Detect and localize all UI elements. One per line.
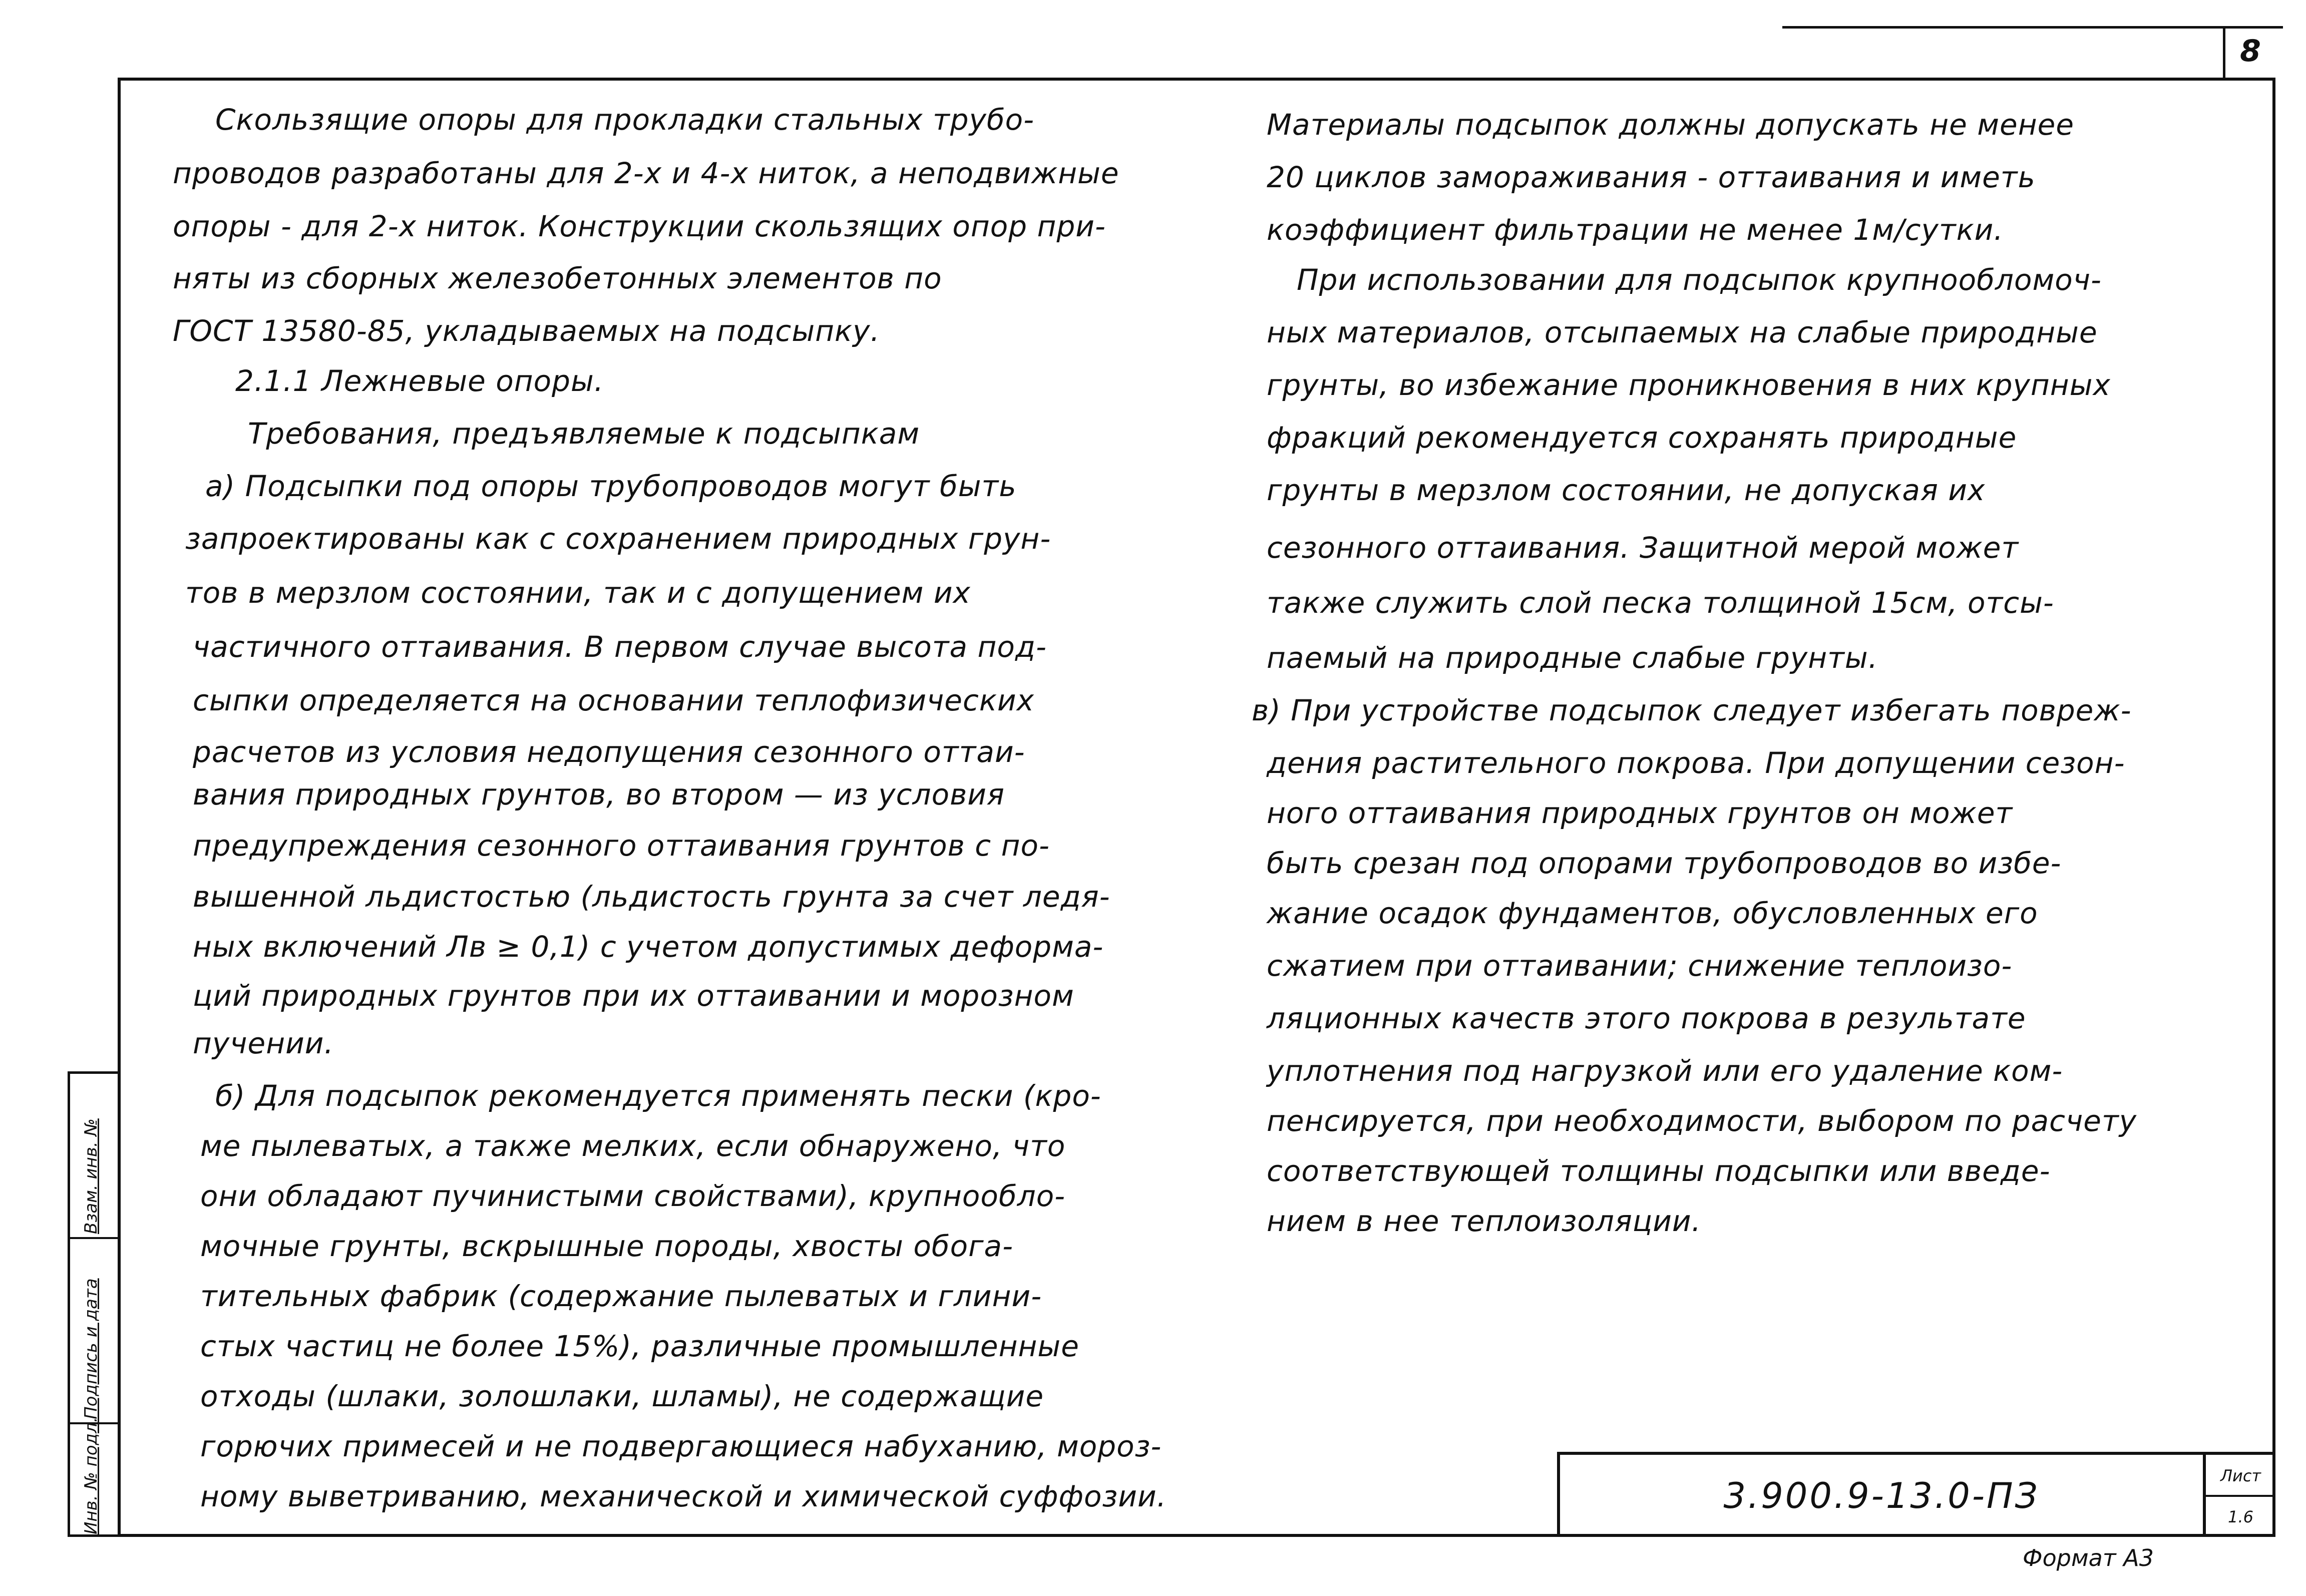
left-line: Требования, предъявляемые к подсыпкам xyxy=(248,417,920,451)
left-line: отходы (шлаки, золошлаки, шламы), не содержащие xyxy=(200,1379,1044,1413)
right-line: При использовании для подсыпок крупнообломоч- xyxy=(1297,263,2102,297)
right-line: в) При устройстве подсыпок следует избегать повреж- xyxy=(1252,693,2132,727)
sheet-label: Лист xyxy=(2206,1455,2275,1497)
strip-replace-inv: Взам. инв. № xyxy=(81,1118,101,1234)
left-line: няты из сборных железобетонных элементов по xyxy=(173,261,942,295)
right-line: сезонного оттаивания. Защитной мерой может xyxy=(1267,531,2019,565)
format-label: Формат А3 xyxy=(2023,1544,2154,1571)
right-line: соответствующей толщины подсыпки или введе- xyxy=(1267,1154,2051,1188)
left-line: ме пылеватых, а также мелких, если обнаружено, что xyxy=(200,1129,1066,1163)
right-line: дения растительного покрова. При допущении сезон- xyxy=(1267,746,2125,780)
right-line: ного оттаивания природных грунтов он может xyxy=(1267,796,2013,830)
left-line: тительных фабрик (содержание пылеватых и глини- xyxy=(200,1279,1042,1313)
left-line: опоры - для 2-х ниток. Конструкции скользящих опор при- xyxy=(173,209,1106,243)
left-line: б) Для подсыпок рекомендуется применять пески (кро- xyxy=(215,1079,1101,1113)
right-line: жание осадок фундаментов, обусловленных его xyxy=(1267,896,2038,930)
left-line: Скользящие опоры для прокладки стальных трубо- xyxy=(215,103,1035,137)
strip-cell-sign xyxy=(70,1239,118,1424)
strip-cell-replace xyxy=(70,1074,118,1239)
top-rule xyxy=(1782,26,2283,29)
left-line: тов в мерзлом состоянии, так и с допущением их xyxy=(185,576,971,610)
left-line: проводов разработаны для 2-х и 4-х ниток, а неподвижные xyxy=(173,156,1119,190)
left-line: пучении. xyxy=(193,1026,334,1060)
right-line: ных материалов, отсыпаемых на слабые природные xyxy=(1267,315,2098,349)
sheet-value: 1.6 xyxy=(2228,1507,2253,1526)
left-line: а) Подсыпки под опоры трубопроводов могут быть xyxy=(205,469,1017,503)
left-line: 2.1.1 Лежневые опоры. xyxy=(235,364,604,398)
right-line: коэффициент фильтрации не менее 1м/сутки. xyxy=(1267,213,2004,247)
left-line: ций природных грунтов при их оттаивании и морозном xyxy=(193,979,1074,1013)
right-line: также служить слой песка толщиной 15см, отсы- xyxy=(1267,586,2054,620)
right-line: сжатием при оттаивании; снижение теплоизо- xyxy=(1267,949,2013,983)
left-line: ному выветриванию, механической и химической суффозии. xyxy=(200,1479,1167,1513)
left-line: они обладают пучинистыми свойствами), крупнообло- xyxy=(200,1179,1066,1213)
right-line: фракций рекомендуется сохранять природные xyxy=(1267,421,2017,455)
left-line: расчетов из условия недопущения сезонного оттаи- xyxy=(193,735,1025,769)
left-line: стых частиц не более 15%), различные промышленные xyxy=(200,1329,1079,1363)
right-line: паемый на природные слабые грунты. xyxy=(1267,641,1878,675)
left-line: частичного оттаивания. В первом случае высота под- xyxy=(193,630,1047,664)
strip-sign-date: Подпись и дата xyxy=(81,1278,101,1419)
right-line: уплотнения под нагрузкой или его удаление ком- xyxy=(1267,1054,2063,1088)
left-line: вания природных грунтов, во втором — из условия xyxy=(193,777,1005,812)
right-line: быть срезан под опорами трубопроводов во избе- xyxy=(1267,846,2062,880)
left-line: ГОСТ 13580-85, укладываемых на подсыпку. xyxy=(173,314,880,348)
right-line: ляционных качеств этого покрова в результате xyxy=(1267,1001,2026,1035)
right-line: грунты, во избежание проникновения в них крупных xyxy=(1267,368,2111,402)
right-line: пенсируется, при необходимости, выбором по расчету xyxy=(1267,1104,2137,1138)
right-line: 20 циклов замораживания - оттаивания и иметь xyxy=(1267,160,2036,194)
page-number: 8 xyxy=(2223,26,2275,78)
left-line: ных включений Лв ≥ 0,1) с учетом допустимых деформа- xyxy=(193,930,1104,964)
left-line: сыпки определяется на основании теплофизических xyxy=(193,683,1034,717)
strip-inv-no: Инв. № подл. xyxy=(81,1417,101,1534)
document-code: 3.900.9-13.0-ПЗ xyxy=(1560,1455,2206,1537)
left-line: запроектированы как с сохранением природных грун- xyxy=(185,522,1051,556)
title-block xyxy=(1557,1452,2275,1537)
right-line: Материалы подсыпок должны допускать не менее xyxy=(1267,108,2075,142)
left-line: горючих примесей и не подвергающиеся набуханию, мороз- xyxy=(200,1429,1162,1463)
left-line: мочные грунты, вскрышные породы, хвосты обога- xyxy=(200,1229,1014,1263)
left-line: вышенной льдистостью (льдистость грунта за счет ледя- xyxy=(193,880,1110,914)
left-line: предупреждения сезонного оттаивания грунтов с по- xyxy=(193,829,1050,863)
side-stamp-strip xyxy=(68,1071,118,1537)
strip-cell-inv xyxy=(70,1417,118,1537)
right-line: нием в нее теплоизоляции. xyxy=(1267,1204,1702,1238)
right-line: грунты в мерзлом состоянии, не допуская их xyxy=(1267,473,1986,507)
